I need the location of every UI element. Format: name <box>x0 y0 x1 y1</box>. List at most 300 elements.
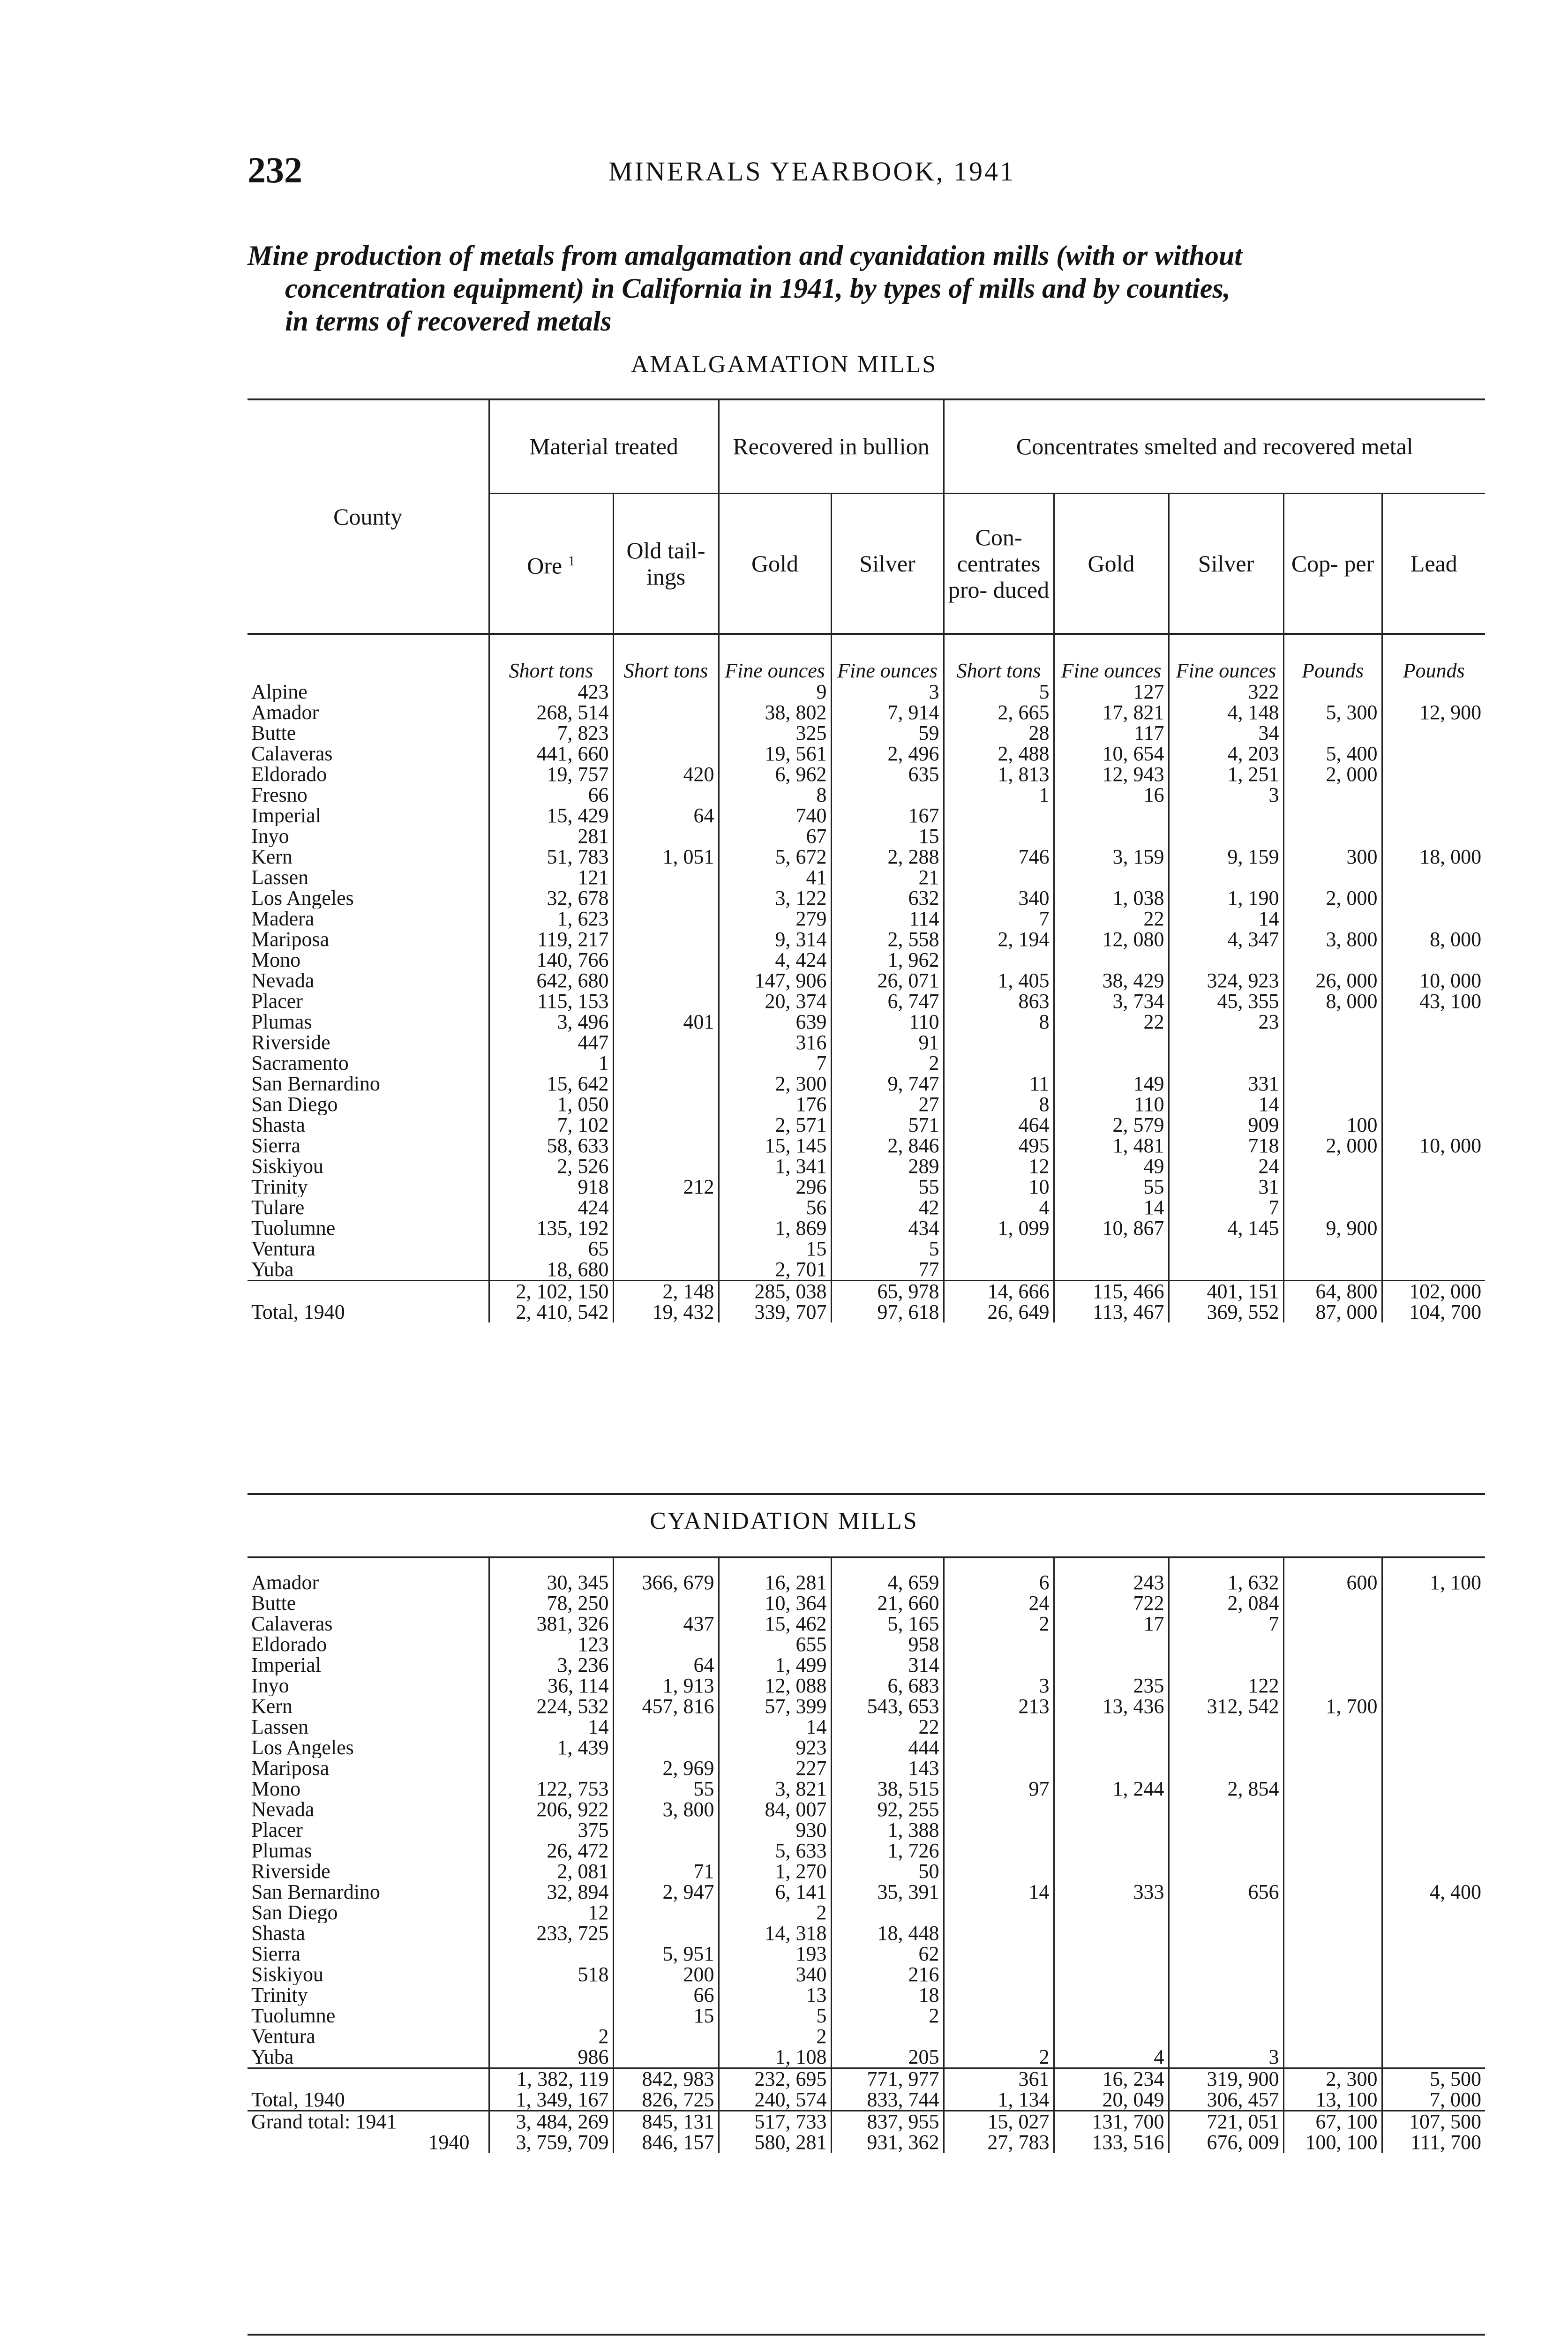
table-cell <box>613 1053 719 1074</box>
table-row <box>248 1861 1485 1882</box>
table-cell: 15, 642 <box>489 1074 613 1094</box>
table-cell <box>1382 1861 1485 1882</box>
table-cell: 5, 633 <box>719 1841 831 1861</box>
table-cell <box>613 1841 719 1861</box>
table-row <box>248 1197 1485 1218</box>
county-name: Sierra <box>251 1944 301 1964</box>
table-cell <box>1169 2026 1283 2047</box>
table-row <box>248 744 1485 764</box>
table-cell: 28 <box>944 723 1054 744</box>
table-cell: 5 <box>719 2006 831 2026</box>
county-name: Trinity <box>251 1177 308 1197</box>
table-cell: 1, 050 <box>489 1094 613 1115</box>
table-cell: 16, 234 <box>1054 2068 1169 2090</box>
county-name: San Diego <box>251 1094 338 1115</box>
table-cell: 62 <box>831 1944 944 1964</box>
page-number: 232 <box>248 150 302 190</box>
county-name: Tuolumne <box>251 2006 336 2026</box>
table-cell: 57, 399 <box>719 1696 831 1717</box>
table-cell <box>1054 1737 1169 1758</box>
table-cell <box>1382 1923 1485 1944</box>
spacer-cell <box>1054 1557 1169 1572</box>
table-cell: 632 <box>831 888 944 909</box>
table-cell: 243 <box>1054 1572 1169 1593</box>
table-row <box>248 1758 1485 1779</box>
table-cell: 721, 051 <box>1169 2111 1283 2133</box>
table-cell: 3, 236 <box>489 1655 613 1675</box>
table-cell <box>1169 2006 1283 2026</box>
table-row <box>248 2026 1485 2047</box>
table-cell <box>1382 950 1485 970</box>
table-cell: 722 <box>1054 1593 1169 1614</box>
table-cell: 2, 300 <box>719 1074 831 1094</box>
table-cell: 3, 159 <box>1054 847 1169 867</box>
table-cell <box>944 1655 1054 1675</box>
table-cell <box>944 1820 1054 1841</box>
table-cell: 13 <box>719 1985 831 2006</box>
table-cell <box>1054 1032 1169 1053</box>
footnote-ref: 1 <box>568 553 575 569</box>
table-cell: 600 <box>1283 1572 1382 1593</box>
county-name: Alpine <box>251 682 308 702</box>
table-cell: 21, 660 <box>831 1593 944 1614</box>
table-cell: 14 <box>944 1882 1054 1902</box>
spacer-cell <box>1283 1557 1382 1572</box>
table-cell <box>1283 1032 1382 1053</box>
table-cell <box>1382 1259 1485 1281</box>
table-cell: 38, 802 <box>719 702 831 723</box>
table-cell: 340 <box>719 1964 831 1985</box>
table-cell <box>613 1135 719 1156</box>
table-cell <box>1283 1758 1382 1779</box>
table-cell <box>1283 1239 1382 1259</box>
table-row <box>248 785 1485 805</box>
table-cell <box>944 2006 1054 2026</box>
table-cell: 2, 496 <box>831 744 944 764</box>
column-header-concentrates: Con- centrates pro- duced <box>944 493 1054 634</box>
total-row <box>248 1281 1485 1302</box>
column-group-recovered-bullion: Recovered in bullion <box>719 399 944 493</box>
unit-label: Fine ounces <box>831 634 944 682</box>
table-cell <box>1169 1053 1283 1074</box>
table-cell: 339, 707 <box>719 1302 831 1322</box>
county-name: Amador <box>251 1572 319 1593</box>
table-cell: 26, 000 <box>1283 970 1382 991</box>
table-cell <box>1054 1820 1169 1841</box>
table-cell: 20, 374 <box>719 991 831 1012</box>
table-cell: 232, 695 <box>719 2068 831 2090</box>
table-cell: 140, 766 <box>489 950 613 970</box>
county-name: Inyo <box>251 1675 289 1696</box>
table-cell: 296 <box>719 1177 831 1197</box>
table-cell <box>1382 1156 1485 1177</box>
table-cell <box>1283 1944 1382 1964</box>
table-cell: 149 <box>1054 1074 1169 1094</box>
table-cell <box>1382 1717 1485 1737</box>
grand-total-1940-row <box>248 2132 1485 2153</box>
county-name <box>248 1281 489 1302</box>
unit-label: Fine ounces <box>719 634 831 682</box>
table-cell: 38, 515 <box>831 1779 944 1799</box>
table-cell: 4, 347 <box>1169 929 1283 950</box>
table-cell <box>1054 1634 1169 1655</box>
table-cell: 21 <box>831 867 944 888</box>
table-cell: 2, 701 <box>719 1259 831 1281</box>
table-cell: 27, 783 <box>944 2132 1054 2153</box>
table-cell: 67, 100 <box>1283 2111 1382 2133</box>
table-cell <box>1054 1655 1169 1675</box>
table-cell: 122, 753 <box>489 1779 613 1799</box>
table-cell: 3 <box>944 1675 1054 1696</box>
table-cell: 2, 854 <box>1169 1779 1283 1799</box>
table-cell: 1, 913 <box>613 1675 719 1696</box>
table-cell: 97, 618 <box>831 1302 944 1322</box>
column-header-copper: Cop- per <box>1283 493 1382 634</box>
unit-label: Short tons <box>944 634 1054 682</box>
table-cell <box>831 785 944 805</box>
grand-total-1941-row <box>248 2111 1485 2133</box>
table-cell: 3 <box>1169 2047 1283 2068</box>
table-cell: 49 <box>1054 1156 1169 1177</box>
table-cell <box>1054 1902 1169 1923</box>
table-cell: 66 <box>613 1985 719 2006</box>
table-cell: 55 <box>831 1177 944 1197</box>
table-cell: 2, 288 <box>831 847 944 867</box>
table-cell: 5, 400 <box>1283 744 1382 764</box>
table-cell <box>1283 1593 1382 1614</box>
county-name: Imperial <box>251 805 322 826</box>
table-cell: 4, 203 <box>1169 744 1283 764</box>
table-cell: 10 <box>944 1177 1054 1197</box>
county-name: Grand total: 1941 <box>248 2111 489 2133</box>
spacer-cell <box>489 1557 613 1572</box>
table-cell: 64 <box>613 805 719 826</box>
table-cell <box>1283 1737 1382 1758</box>
table-row <box>248 764 1485 785</box>
table-cell: 1, 726 <box>831 1841 944 1861</box>
table-cell <box>1382 2047 1485 2068</box>
table-cell: 361 <box>944 2068 1054 2090</box>
table-cell <box>1283 1197 1382 1218</box>
table-cell: 14 <box>1169 1094 1283 1115</box>
county-name: Yuba <box>251 1259 294 1281</box>
table-cell <box>613 1094 719 1115</box>
table-cell: 1, 382, 119 <box>489 2068 613 2090</box>
table-cell: 200 <box>613 1964 719 1985</box>
table-row <box>248 2006 1485 2026</box>
table-cell: 235 <box>1054 1675 1169 1696</box>
table-cell: 5, 300 <box>1283 702 1382 723</box>
table-cell: 1, 244 <box>1054 1779 1169 1799</box>
table-cell: 6 <box>944 1572 1054 1593</box>
table-cell: 26, 649 <box>944 1302 1054 1322</box>
table-cell <box>1054 1758 1169 1779</box>
table-cell: 91 <box>831 1032 944 1053</box>
table-cell: 423 <box>489 682 613 702</box>
table-cell <box>1169 1944 1283 1964</box>
table-cell: 2, 084 <box>1169 1593 1283 1614</box>
table-cell: 2, 081 <box>489 1861 613 1882</box>
table-row <box>248 702 1485 723</box>
table-cell: 77 <box>831 1259 944 1281</box>
section-heading-amalgamation: AMALGAMATION MILLS <box>630 351 938 378</box>
table-cell <box>1169 1964 1283 1985</box>
table-cell: 19, 757 <box>489 764 613 785</box>
table-cell <box>944 805 1054 826</box>
table-cell: 3, 484, 269 <box>489 2111 613 2133</box>
county-name: Shasta <box>251 1923 305 1944</box>
table-cell: 111, 700 <box>1382 2132 1485 2153</box>
table-cell: 369, 552 <box>1169 1302 1283 1322</box>
table-cell: 2 <box>831 1053 944 1074</box>
table-cell: 1, 251 <box>1169 764 1283 785</box>
unit-label: Fine ounces <box>1169 634 1283 682</box>
table-cell <box>1283 867 1382 888</box>
county-name: Siskiyou <box>251 1964 324 1985</box>
table-cell: 19, 561 <box>719 744 831 764</box>
table-cell <box>1382 1841 1485 1861</box>
spacer-cell <box>1169 1557 1283 1572</box>
table-cell: 51, 783 <box>489 847 613 867</box>
table-cell: 1, 190 <box>1169 888 1283 909</box>
section-heading-cyanidation: CYANIDATION MILLS <box>650 1508 918 1534</box>
table-cell: 1, 100 <box>1382 1572 1485 1593</box>
table-cell <box>1283 785 1382 805</box>
table-cell <box>613 888 719 909</box>
table-cell: 1, 388 <box>831 1820 944 1841</box>
table-cell: 66 <box>489 785 613 805</box>
table-cell: 205 <box>831 2047 944 2068</box>
table-cell: 15 <box>613 2006 719 2026</box>
table-cell <box>613 991 719 1012</box>
table-cell: 9, 159 <box>1169 847 1283 867</box>
table-cell <box>613 1259 719 1281</box>
table-cell: 1, 700 <box>1283 1696 1382 1717</box>
table-cell: 1, 349, 167 <box>489 2089 613 2111</box>
table-cell <box>1283 1923 1382 1944</box>
table-cell <box>1169 1634 1283 1655</box>
column-group-concentrates: Concentrates smelted and recovered metal <box>944 399 1485 493</box>
table-cell: 5, 500 <box>1382 2068 1485 2090</box>
table-cell <box>1283 2006 1382 2026</box>
county-name: 1940 <box>428 2132 470 2153</box>
table-cell <box>1382 1032 1485 1053</box>
table-cell <box>1169 1985 1283 2006</box>
table-cell: 10, 867 <box>1054 1218 1169 1239</box>
table-cell: 2 <box>831 2006 944 2026</box>
table-cell <box>1283 1177 1382 1197</box>
table-cell: 55 <box>613 1779 719 1799</box>
table-cell: 333 <box>1054 1882 1169 1902</box>
table-cell: 14 <box>719 1717 831 1737</box>
table-cell: 771, 977 <box>831 2068 944 2090</box>
table-cell: 918 <box>489 1177 613 1197</box>
table-cell <box>1054 1717 1169 1737</box>
table-cell: 143 <box>831 1758 944 1779</box>
table-cell: 316 <box>719 1032 831 1053</box>
table-cell <box>1382 764 1485 785</box>
table-cell <box>1283 1259 1382 1281</box>
table-cell: 464 <box>944 1115 1054 1135</box>
table-cell: 115, 466 <box>1054 1281 1169 1302</box>
county-name: Shasta <box>251 1115 305 1135</box>
table-cell: 6, 141 <box>719 1882 831 1902</box>
table-cell <box>613 826 719 847</box>
table-cell <box>1169 1799 1283 1820</box>
table-row <box>248 1614 1485 1634</box>
table-cell: 2 <box>944 1614 1054 1634</box>
county-name: Mariposa <box>251 929 330 950</box>
table-cell <box>1283 1094 1382 1115</box>
table-cell <box>944 1053 1054 1074</box>
table-cell: 381, 326 <box>489 1614 613 1634</box>
table-cell: 1, 405 <box>944 970 1054 991</box>
table-cell: 17, 821 <box>1054 702 1169 723</box>
table-cell: 41 <box>719 867 831 888</box>
table-cell: 3, 821 <box>719 1779 831 1799</box>
total-1940-row <box>248 2089 1485 2111</box>
table-cell <box>613 744 719 764</box>
table-cell <box>1054 1944 1169 1964</box>
table-row <box>248 1717 1485 1737</box>
table-cell <box>1283 805 1382 826</box>
table-cell: 324, 923 <box>1169 970 1283 991</box>
table-row <box>248 1985 1485 2006</box>
table-cell: 7 <box>944 909 1054 929</box>
table-cell: 127 <box>1054 682 1169 702</box>
table-cell: 3, 759, 709 <box>489 2132 613 2153</box>
county-name: Nevada <box>251 1799 315 1820</box>
county-name: Placer <box>251 991 303 1012</box>
table-cell <box>1382 1614 1485 1634</box>
table-row <box>248 1156 1485 1177</box>
table-cell: 656 <box>1169 1882 1283 1902</box>
table-cell <box>613 1218 719 1239</box>
table-cell: 23 <box>1169 1012 1283 1032</box>
column-header-gold-bullion: Gold <box>719 493 831 634</box>
table-cell: 279 <box>719 909 831 929</box>
table-cell <box>1283 1074 1382 1094</box>
table-cell <box>1283 1012 1382 1032</box>
table-cell: 635 <box>831 764 944 785</box>
table-cell: 45, 355 <box>1169 991 1283 1012</box>
table-cell: 2, 571 <box>719 1115 831 1135</box>
table-cell <box>1382 723 1485 744</box>
table-cell: 84, 007 <box>719 1799 831 1820</box>
table-cell: 457, 816 <box>613 1696 719 1717</box>
table-cell: 227 <box>719 1758 831 1779</box>
county-name: Los Angeles <box>251 1737 354 1758</box>
spacer-cell <box>831 1557 944 1572</box>
table-cell <box>613 950 719 970</box>
table-row <box>248 1964 1485 1985</box>
table-cell <box>944 1737 1054 1758</box>
table-cell <box>1169 826 1283 847</box>
table-cell <box>944 1964 1054 1985</box>
county-name: San Bernardino <box>251 1882 380 1902</box>
table-cell: 36, 114 <box>489 1675 613 1696</box>
table-cell <box>613 1737 719 1758</box>
table-cell: 340 <box>944 888 1054 909</box>
table-cell: 14 <box>1054 1197 1169 1218</box>
table-cell <box>1382 1779 1485 1799</box>
table-cell: 718 <box>1169 1135 1283 1156</box>
table-row <box>248 1239 1485 1259</box>
table-row <box>248 805 1485 826</box>
table-row <box>248 1115 1485 1135</box>
table-row <box>248 847 1485 867</box>
table-cell <box>1382 682 1485 702</box>
table-cell: 8, 000 <box>1283 991 1382 1012</box>
county-name: Lassen <box>251 1717 309 1737</box>
table-cell <box>1382 909 1485 929</box>
county-name: Ventura <box>251 2026 315 2047</box>
county-name: Total, 1940 <box>251 2089 345 2111</box>
table-cell: 4, 424 <box>719 950 831 970</box>
table-cell: 22 <box>1054 1012 1169 1032</box>
table-cell: 71 <box>613 1861 719 1882</box>
running-title: MINERALS YEARBOOK, 1941 <box>608 156 1016 187</box>
table-row <box>248 1094 1485 1115</box>
table-cell: 2, 488 <box>944 744 1054 764</box>
table-cell: 3, 122 <box>719 888 831 909</box>
table-cell: 2, 148 <box>613 1281 719 1302</box>
footnote <box>248 2339 1485 2344</box>
county-name: Placer <box>251 1820 303 1841</box>
spacer-cell <box>613 1557 719 1572</box>
table-cell: 319, 900 <box>1169 2068 1283 2090</box>
units-row <box>248 634 1485 682</box>
table-row <box>248 1841 1485 1861</box>
table-row <box>248 1012 1485 1032</box>
table-cell: 67 <box>719 826 831 847</box>
table-cell: 224, 532 <box>489 1696 613 1717</box>
table-row <box>248 2047 1485 2068</box>
table-row <box>248 1737 1485 1758</box>
table-cell <box>1382 1820 1485 1841</box>
county-name: Lassen <box>251 867 309 888</box>
table-cell: 18, 448 <box>831 1923 944 1944</box>
footnote-rule <box>248 2334 1485 2336</box>
table-cell <box>1283 1779 1382 1799</box>
table-cell <box>1382 1655 1485 1675</box>
table-cell: 122 <box>1169 1675 1283 1696</box>
county-name: Calaveras <box>251 744 333 764</box>
table-cell: 10, 364 <box>719 1593 831 1614</box>
table-cell <box>1169 1841 1283 1861</box>
table-cell <box>1054 1923 1169 1944</box>
table-cell: 15, 429 <box>489 805 613 826</box>
table-cell: 26, 071 <box>831 970 944 991</box>
table-cell <box>1382 1074 1485 1094</box>
table-cell: 11 <box>944 1074 1054 1094</box>
column-group-material-treated: Material treated <box>489 399 719 493</box>
unit-label: Pounds <box>1382 634 1485 682</box>
county-name: Inyo <box>251 826 289 847</box>
table-cell: 909 <box>1169 1115 1283 1135</box>
table-cell: 8 <box>944 1012 1054 1032</box>
table-cell <box>1382 1053 1485 1074</box>
table-cell <box>613 1115 719 1135</box>
table-cell <box>1169 1259 1283 1281</box>
table-cell: 1, 869 <box>719 1218 831 1239</box>
column-header-silver-concentrates: Silver <box>1169 493 1283 634</box>
table-cell <box>1382 1634 1485 1655</box>
table-cell: 14 <box>1169 909 1283 929</box>
column-header-ore <box>489 493 613 634</box>
table-cell <box>613 2047 719 2068</box>
table-row <box>248 1218 1485 1239</box>
